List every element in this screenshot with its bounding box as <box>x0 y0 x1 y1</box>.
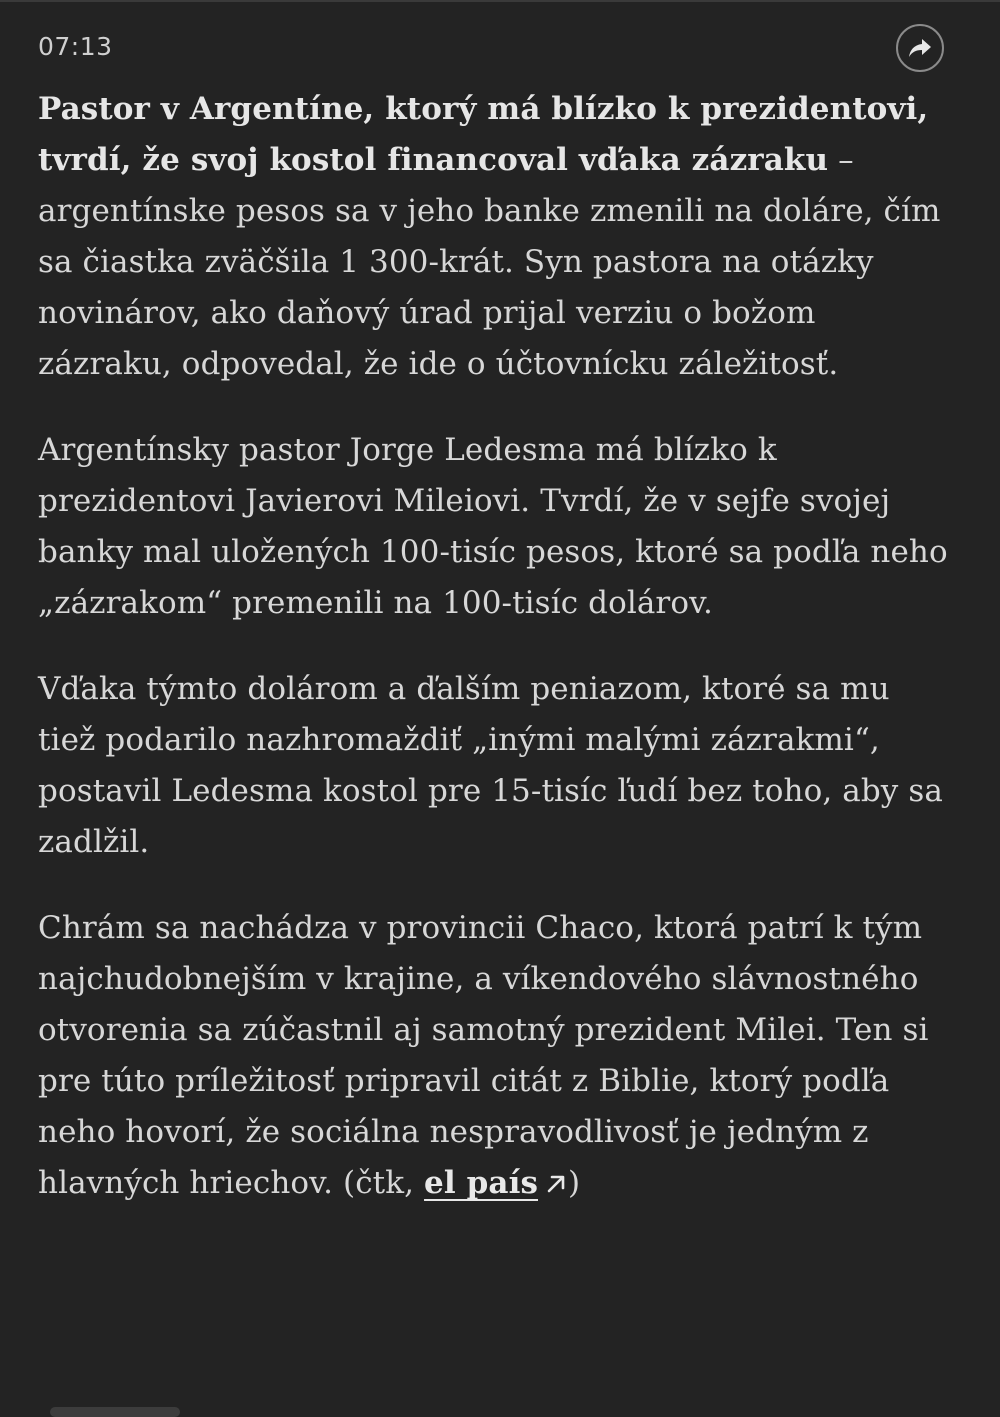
article-paragraph: Argentínsky pastor Jorge Ledesma má blízko k prezidentovi Javierovi Mileiovi. Tvrdí, že v sejfe svojej banky mal uložených 100-tisíc pesos, ktoré sa podľa neho „zázrakom“ premenili na 100-tisíc dolárov. <box>38 432 948 621</box>
article-lead <box>38 84 948 390</box>
source-link-label: el país <box>424 1165 539 1201</box>
article-headline: Pastor v Argentíne, ktorý má blízko k prezidentovi, tvrdí, že svoj kostol financoval vďaka zázraku <box>38 91 929 178</box>
closing-paren: ) <box>568 1165 581 1201</box>
share-arrow-icon <box>907 37 933 59</box>
article-paragraph: Vďaka týmto dolárom a ďalším peniazom, ktoré sa mu tiež podarilo nazhromaždiť „inými malými zázrakmi“, postavil Ledesma kostol pre 15-tisíc ľudí bez toho, aby sa zadlžil. <box>38 671 943 860</box>
timestamp: 07:13 <box>38 32 113 61</box>
article-body <box>38 84 948 1247</box>
article-paragraph-last <box>38 903 948 1212</box>
header-bar <box>38 24 944 74</box>
external-link-arrow-icon <box>544 1161 568 1212</box>
share-button[interactable] <box>896 24 944 72</box>
article-lead-text: – argentínske pesos sa v jeho banke zmenili na doláre, čím sa čiastka zväčšila 1 300-krát. Syn pastora na otázky novinárov, ako daňový úrad prijal verziu o božom zázraku, odpovedal, že ide o účtovnícku záležitosť. <box>38 142 941 382</box>
source-link[interactable] <box>424 1165 568 1201</box>
bottom-handle <box>50 1407 180 1417</box>
article-paragraph-text: Chrám sa nachádza v provincii Chaco, ktorá patrí k tým najchudobnejším v krajine, a víkendového slávnostného otvorenia sa zúčastnil aj samotný prezident Milei. Ten si pre túto príležitosť pripravil citát z Biblie, ktorý podľa neho hovorí, že sociálna nespravodlivosť je jedným z hlavných hriechov. (čtk, <box>38 910 929 1201</box>
